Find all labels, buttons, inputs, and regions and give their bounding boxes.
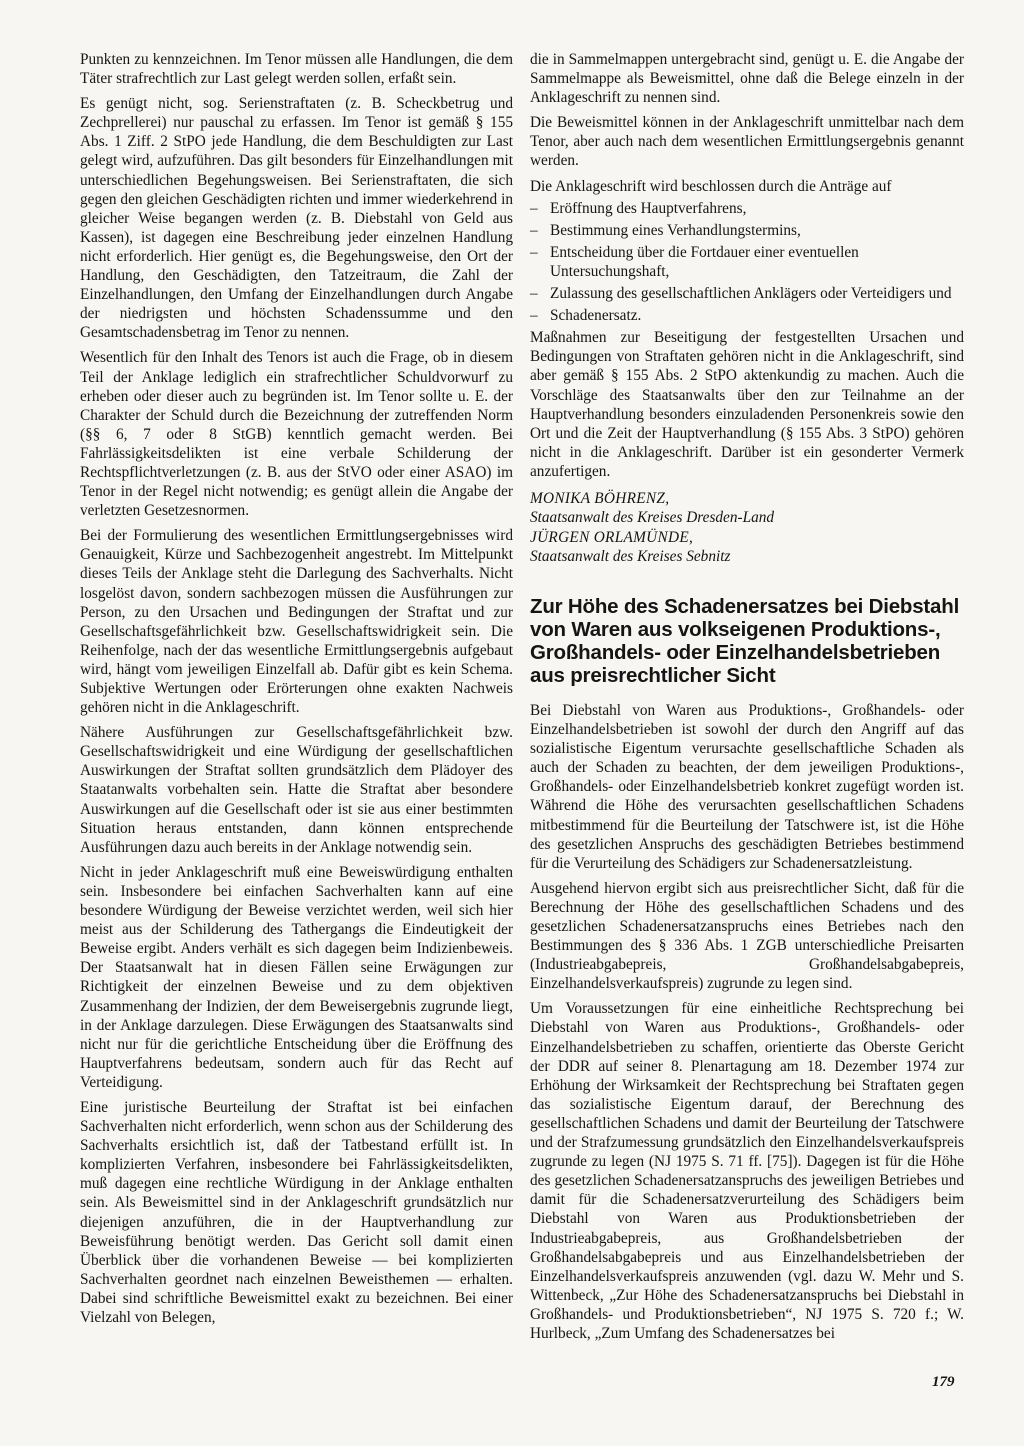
article-heading: Zur Höhe des Schadenersatzes bei Diebstahl von Waren aus volkseigenen Produktions-, Großhandels- oder Einzelhandelsbetrieben aus preisrechtlicher Sicht bbox=[530, 594, 960, 687]
list-item: – Schadenersatz. bbox=[530, 306, 964, 325]
left-column bbox=[80, 50, 513, 1333]
paragraph: Bei der Formulierung des wesentlichen Ermittlungsergebnisses wird Genauigkeit, Kürze und Sachbezogenheit angestrebt. Im Mittelpunkt dieses Teils der Anklage steht die Darlegung des Sachverhalts. Nicht losgelöst davon, sondern sachbezogen müssen die Ausführungen zur Person, zu den Ursachen und Bedingungen der Straftat und zur Gesellschaftsgefährlichkeit bzw. Gesellschaftswidrigkeit sein. Die Reihenfolge, nach der das wesentliche Ermittlungsergebnis aufgebaut wird, hängt vom jeweiligen Einzelfall ab. Dafür gibt es kein Schema. Subjektive Wertungen oder Erörterungen ohne exakten Nachweis gehören nicht in die Anklageschrift. bbox=[80, 527, 513, 717]
author-name: JÜRGEN ORLAMÜNDE, bbox=[530, 528, 694, 546]
paragraph: Bei Diebstahl von Waren aus Produktions-, Großhandels- oder Einzelhandelsbetrieben ist sowohl der durch den Angriff auf das sozialistische Eigentum verursachte gesellschaftliche Schaden als auch der Schaden zu beachten, der dem jeweiligen Produktions-, Großhandels- oder Einzelhandelsbetrieb konkret zugefügt worden ist. Während die Höhe des verursachten gesellschaftlichen Schadens mitbestimmend für die Beurteilung der Tatschwere ist, ist die Höhe des gesetzlichen Anspruchs des geschädigten Betriebes bestimmend für die Verurteilung des Schädigers zur Schadenersatzleistung. bbox=[530, 701, 964, 872]
paragraph: Punkten zu kennzeichnen. Im Tenor müssen alle Handlungen, die dem Täter strafrechtlich zur Last gelegt werden sollen, erfaßt sein. bbox=[80, 51, 513, 88]
author-name: MONIKA BÖHRENZ, bbox=[530, 489, 670, 507]
author-signatures bbox=[530, 489, 964, 567]
paragraph: Nähere Ausführungen zur Gesellschaftsgefährlichkeit bzw. Gesellschaftswidrigkeit und eine Würdigung der gesellschaftlichen Auswirkungen der Straftat sollten grundsätzlich dem Plädoyer des Staatanwalts vorbehalten sein. Hatte die Straftat aber besondere Auswirkungen auf die Gesellschaft oder ist sie aus einer bestimmten Situation heraus entstanden, dann können entsprechende Ausführungen dazu auch bereits in der Anklage notwendig sein. bbox=[80, 724, 513, 856]
paragraph: Die Anklageschrift wird beschlossen durch die Anträge auf bbox=[530, 177, 892, 195]
list-item: – Zulassung des gesellschaftlichen Anklägers oder Verteidigers und bbox=[530, 284, 964, 303]
author-title: Staatsanwalt des Kreises Dresden-Land bbox=[530, 509, 775, 527]
list-item: – Eröffnung des Hauptverfahrens, bbox=[530, 199, 964, 218]
paragraph: die in Sammelmappen untergebracht sind, genügt u. E. die Angabe der Sammelmappe als Beweismittel, ohne daß die Belege einzeln in der Anklageschrift zu nennen sind. bbox=[530, 51, 964, 107]
list-item: – Entscheidung über die Fortdauer einer eventuellen Untersuchungshaft, bbox=[530, 243, 964, 281]
page-number: 179 bbox=[932, 1374, 955, 1390]
paragraph: Ausgehend hiervon ergibt sich aus preisrechtlicher Sicht, daß für die Berechnung der Höhe des gesellschaftlichen Schadens und des gesetzlichen Schadenersatzanspruchs eines Betriebes nach den Bestimmungen des § 336 Abs. 1 ZGB unterschiedliche Preisarten (Industrieabgabepreis, Großhandelsabgabepreis, Einzelhandelsverkaufspreis) zugrunde zu legen sind. bbox=[530, 879, 964, 993]
paragraph: Eine juristische Beurteilung der Straftat ist bei einfachen Sachverhalten nicht erforderlich, wenn schon aus der Schilderung des Sachverhalts ersichtlich ist, daß der Tatbestand erfüllt ist. In komplizierten Verfahren, insbesondere bei Fahrlässigkeitsdelikten, muß dagegen eine rechtliche Würdigung in der Anklage enthalten sein. Als Beweismittel sind in der Anklageschrift grundsätzlich nur diejenigen anzuführen, die in der Hauptverhandlung zur Beweisführung benötigt werden. Das Gericht soll damit einen Überblick über die vorhandenen Beweise — bei komplizierten Sachverhalten geordnet nach einzelnen Beweisthemen — erhalten. Dabei sind schriftliche Beweismittel exakt zu bezeichnen. Bei einer Vielzahl von Belegen, bbox=[80, 1098, 513, 1326]
paragraph: Die Beweismittel können in der Anklageschrift unmittelbar nach dem Tenor, aber auch nach dem wesentlichen Ermittlungsergebnis genannt werden. bbox=[530, 114, 964, 170]
paragraph: Maßnahmen zur Beseitigung der festgestellten Ursachen und Bedingungen von Straftaten gehören nicht in die Anklageschrift, sind aber gemäß § 155 Abs. 2 StPO aktenkundig zu machen. Auch die Vorschläge des Staatsanwalts über den zur Teilnahme an der Hauptverhandlung besonders einzuladenden Personenkreis sowie den Ort und die Zeit der Hauptverhandlung (§ 155 Abs. 3 StPO) gehören nicht in die Anklageschrift. Darüber ist ein gesonderter Vermerk anzufertigen. bbox=[530, 329, 964, 480]
paragraph: Wesentlich für den Inhalt des Tenors ist auch die Frage, ob in diesem Teil der Anklage lediglich ein strafrechtlicher Schuldvorwurf zu erheben oder dieser auch zu begründen ist. Im Tenor sollte u. E. der Charakter der Schuld durch die Bezeichnung der zutreffenden Norm (§§ 6, 7 oder 8 StGB) kenntlich gemacht werden. Bei Fahrlässigkeitsdelikten ist eine verbale Schilderung der Rechtspflichtverletzungen (z. B. aus der StVO oder einer ASAO) im Tenor in der Regel nicht notwendig; es genügt allein die Angabe der verletzten Gesetzesnormen. bbox=[80, 349, 513, 520]
paragraph: Es genügt nicht, sog. Serienstraftaten (z. B. Scheckbetrug und Zechprellerei) nur pauschal zu erfassen. Im Tenor ist gemäß § 155 Abs. 1 Ziff. 2 StPO jede Handlung, die dem Beschuldigten zur Last gelegt wird, aufzuführen. Das gilt besonders für Einzelhandlungen mit unterschiedlichen Begehungsweisen. Bei Serienstraftaten, die sich gegen den gleichen Geschädigten richten und immer wiederkehrend in gleicher Weise begangen werden (z. B. Diebstahl von Geld aus Kassen), ist dagegen eine Beschreibung jeder einzelnen Handlung nicht erforderlich. Hier genügt es, die Begehungsweise, den Ort der Handlung, den Geschädigten, den Tatzeitraum, die Zahl der Einzelhandlungen, den Umfang der Einzelhandlungen durch Angabe der niedrigsten und höchsten Schadenssumme und den Gesamtschadensbetrag im Tenor zu nennen. bbox=[80, 95, 513, 342]
paragraph: Nicht in jeder Anklageschrift muß eine Beweiswürdigung enthalten sein. Insbesondere bei einfachen Sachverhalten kann auf eine besondere Würdigung der Beweise verzichtet werden, weil sich hier meist aus der Schilderung des Tathergangs die Eindeutigkeit der Beweise ergibt. Anders verhält es sich dagegen beim Indizienbeweis. Der Staatsanwalt hat in diesen Fällen seine Erwägungen zur Richtigkeit der einzelnen Beweise und zu dem objektiven Zusammenhang der Indizien, der dem Beweisergebnis zugrunde liegt, in der Anklage darzulegen. Diese Erwägungen des Staatsanwalts sind nicht nur für die gerichtliche Entscheidung über die Eröffnung des Hauptverfahrens bedeutsam, sondern auch für das Recht auf Verteidigung. bbox=[80, 863, 513, 1091]
list-item: – Bestimmung eines Verhandlungstermins, bbox=[530, 221, 964, 240]
paragraph: Um Voraussetzungen für eine einheitliche Rechtsprechung bei Diebstahl von Waren aus Produktions-, Großhandels- oder Einzelhandelsbetrieben zu schaffen, orientierte das Oberste Gericht der DDR auf seiner 8. Plenartagung am 18. Dezember 1974 zur Erhöhung der Wirksamkeit der Rechtsprechung bei Straftaten gegen das sozialistische Eigentum darauf, der Berechnung des gesellschaftlichen Schadens und damit der Beurteilung der Tatschwere und der Strafzumessung grundsätzlich den Einzelhandelsverkaufspreis zugrunde zu legen (NJ 1975 S. 71 ff. [75]). Dagegen ist für die Höhe des gesetzlichen Schadenersatzanspruchs des jeweiligen Betriebes und damit für die Schadenersatzverurteilung des Schädigers beim Diebstahl von Waren aus Produktionsbetrieben der Industrieabgabepreis, aus Großhandelsbetrieben der Großhandelsabgabepreis und aus Einzelhandelsbetrieben der Einzelhandelsverkaufspreis anzuwenden (vgl. dazu W. Mehr und S. Wittenbeck, „Zur Höhe des Schadenersatzanspruchs bei Diebstahl in Großhandels- und Produktionsbetrieben“, NJ 1975 S. 720 f.; W. Hurlbeck, „Zum Umfang des Schadenersatzes bei bbox=[530, 1000, 964, 1342]
motion-list bbox=[530, 199, 964, 326]
author-title: Staatsanwalt des Kreises Sebnitz bbox=[530, 548, 731, 566]
right-column bbox=[530, 50, 964, 1349]
